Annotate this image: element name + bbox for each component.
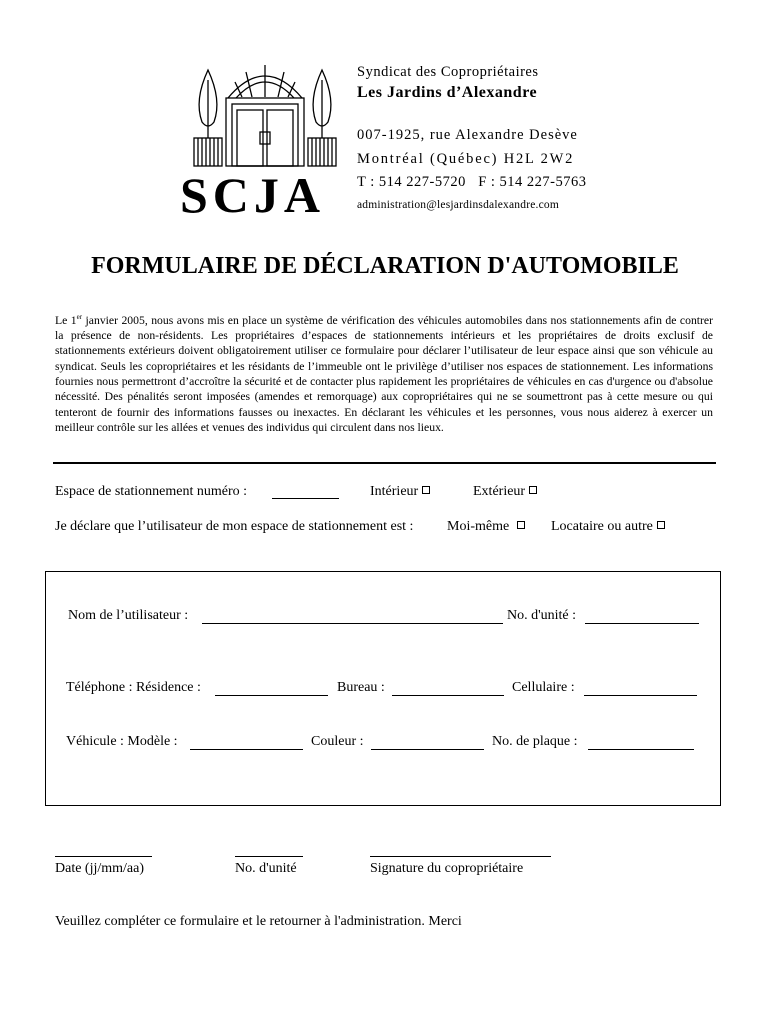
phone-office-field[interactable] — [392, 694, 504, 696]
vehicle-plate-field[interactable] — [588, 748, 694, 750]
page-title: FORMULAIRE DE DÉCLARATION D'AUTOMOBILE — [91, 253, 679, 279]
intro-superscript: er — [76, 313, 83, 321]
footer-note: Veuillez compléter ce formulaire et le retourner à l'administration. Merci — [55, 914, 462, 929]
declaration-label: Je déclare que l’utilisateur de mon espace de stationnement est : — [55, 519, 414, 534]
date-label: Date (jj/mm/aa) — [55, 861, 145, 876]
interior-checkbox[interactable] — [422, 486, 430, 494]
user-unit-label: No. d'unité : — [507, 608, 577, 623]
phone-office-label: Bureau : — [337, 680, 385, 695]
interior-label: Intérieur — [370, 484, 419, 499]
phone-residence-label: Téléphone : Résidence : — [66, 680, 201, 695]
phone-residence-field[interactable] — [215, 694, 328, 696]
intro-body: janvier 2005, nous avons mis en place un système de vérification des véhicules automobiles dans nos stationnements afin de contrer la présence de non-résidents. Les propriétaires d’espaces de stationnements intérieurs et les propriétaires de droits exclusif de stationnements extérieurs doivent obligatoirement utiliser ce formulaire pour déclarer l’utilisateur de leur espace ainsi que son véhicule au syndicat. Seuls les copropriétaires et les résidants de l’immeuble ont le privilège d’utiliser nos espaces de stationnement. Les informations fournies nous permettront d’accroître la sécurité et de contacter plus rapidement les propriétaires de véhicules en cas d'urgence ou d'absolue nécessité. Des pénalités seront imposées (amendes et remorquage) aux copropriétaires qui ne se soumettront pas à cette mesure ou qui tenteront de fournir des informations fausses ou inexactes. En déclarant les véhicules et les personnes, vous nous aiderez à exercer un meilleur contrôle sur les allées et venues des individus qui circulent dans nos lieux. — [55, 313, 714, 434]
intro-paragraph — [55, 310, 713, 435]
user-name-label: Nom de l’utilisateur : — [68, 608, 189, 623]
phone-cell-field[interactable] — [584, 694, 697, 696]
address-line-1: 007-1925, rue Alexandre Desève — [357, 127, 578, 143]
building-logo-graphic — [180, 60, 350, 170]
vehicle-color-label: Couleur : — [311, 734, 364, 749]
user-name-field[interactable] — [202, 622, 503, 624]
self-option[interactable] — [447, 519, 525, 535]
org-subtitle: Les Jardins d’Alexandre — [357, 84, 538, 101]
logo-letters: SCJA — [180, 167, 326, 223]
signature-unit-label: No. d'unité — [235, 861, 297, 876]
vehicle-model-label: Véhicule : Modèle : — [66, 734, 178, 749]
self-checkbox[interactable] — [517, 521, 525, 529]
address-line-2: Montréal (Québec) H2L 2W2 — [357, 151, 575, 167]
vehicle-plate-label: No. de plaque : — [492, 734, 578, 749]
vehicle-model-field[interactable] — [190, 748, 303, 750]
tenant-checkbox[interactable] — [657, 521, 665, 529]
org-name: Syndicat des Copropriétaires — [357, 64, 539, 80]
section-divider — [53, 462, 716, 464]
unit-line[interactable] — [235, 856, 303, 857]
email-address: administration@lesjardinsdalexandre.com — [357, 199, 560, 211]
exterior-label: Extérieur — [473, 484, 526, 499]
phone-fax-line: T : 514 227-5720 F : 514 227-5763 — [357, 174, 587, 190]
phone-cell-label: Cellulaire : — [512, 680, 575, 695]
exterior-checkbox[interactable] — [529, 486, 537, 494]
tenant-label: Locataire ou autre — [551, 519, 653, 534]
interior-option[interactable] — [370, 484, 430, 500]
signature-line[interactable] — [370, 856, 551, 857]
exterior-option[interactable] — [473, 484, 537, 500]
parking-number-label: Espace de stationnement numéro : — [55, 484, 248, 499]
intro-start: Le 1 — [55, 313, 77, 327]
user-unit-field[interactable] — [585, 622, 699, 624]
vehicle-color-field[interactable] — [371, 748, 484, 750]
date-line[interactable] — [55, 856, 152, 857]
tenant-option[interactable] — [551, 519, 665, 535]
parking-number-field[interactable] — [272, 497, 339, 499]
signature-label: Signature du copropriétaire — [370, 861, 524, 876]
self-label: Moi-même — [447, 519, 510, 534]
